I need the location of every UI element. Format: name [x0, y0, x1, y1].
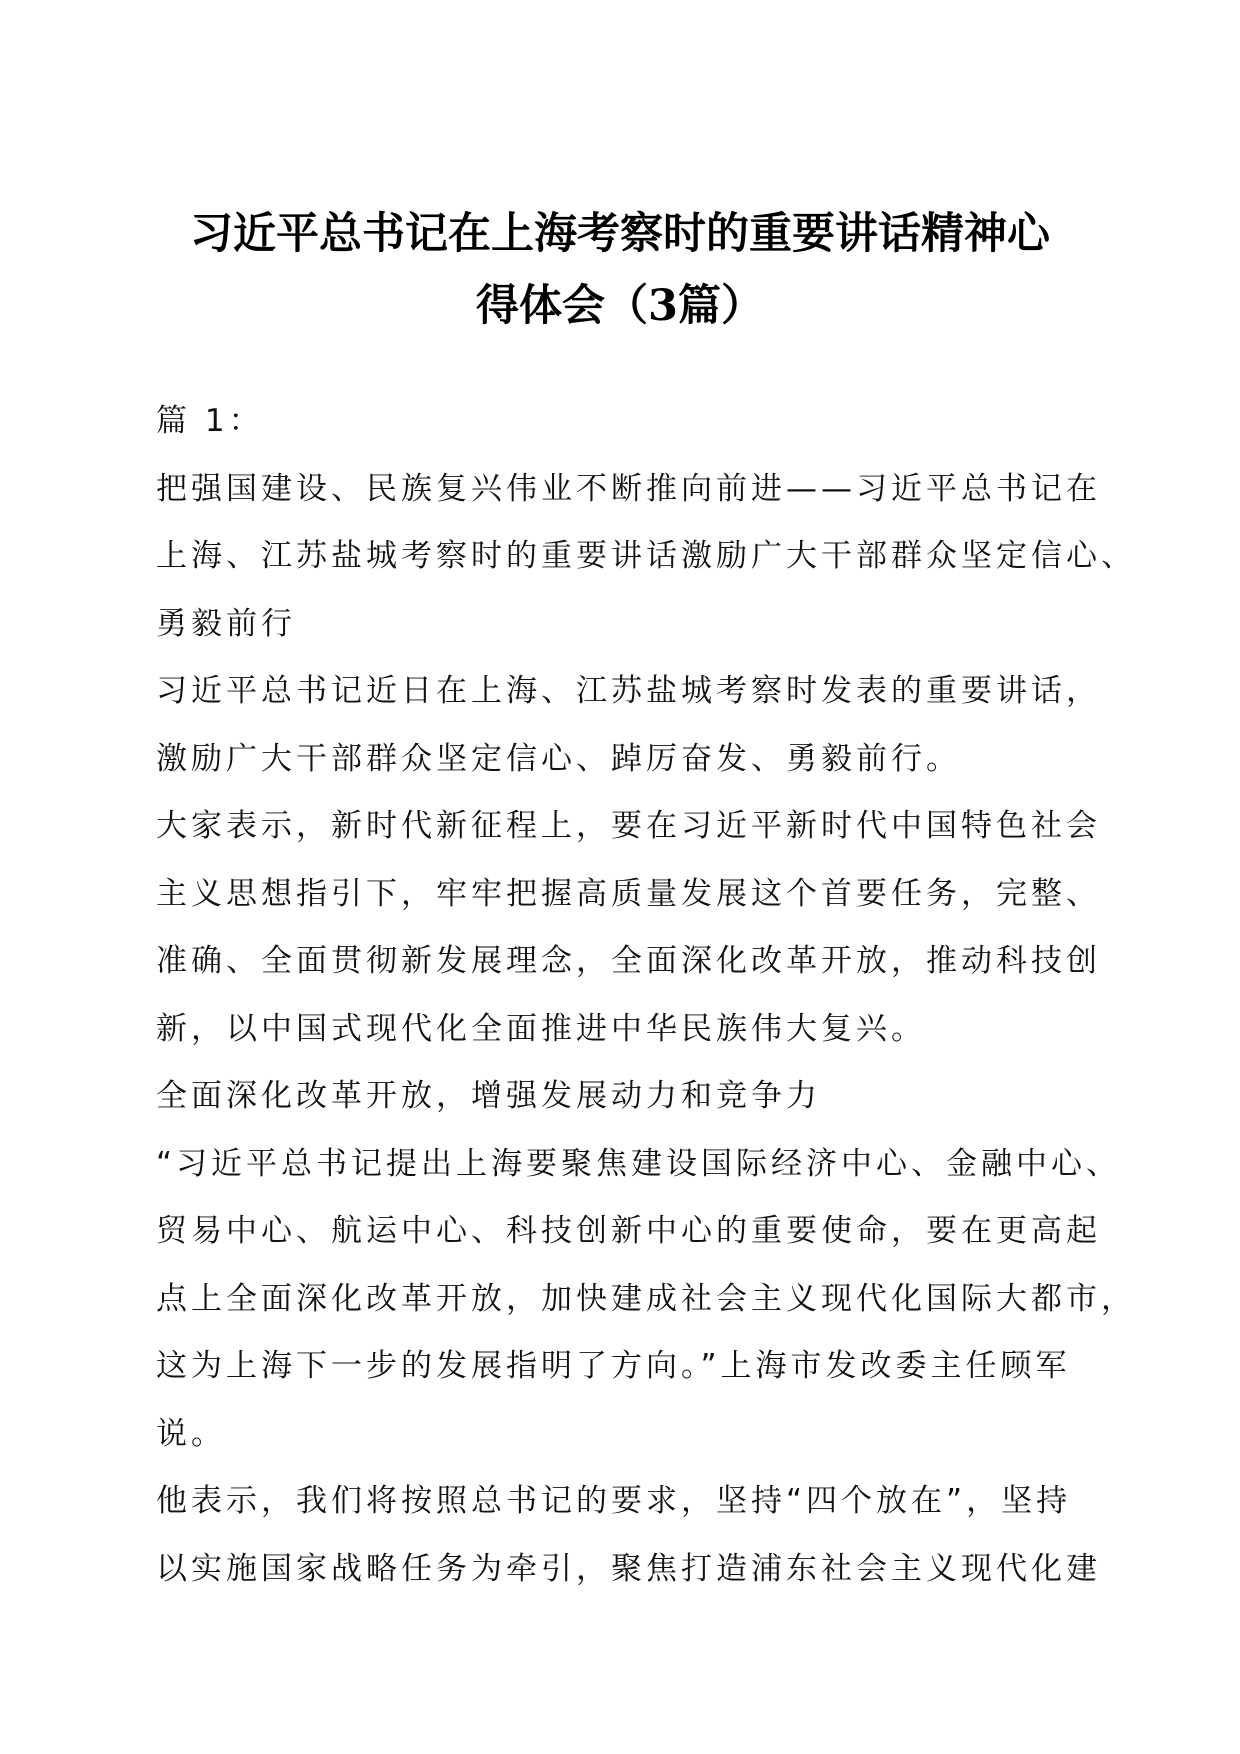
body-line: 这为上海下一步的发展指明了方向。”上海市发改委主任顾军 [156, 1348, 1071, 1384]
body-line: 大家表示，新时代新征程上，要在习近平新时代中国特色社会 [156, 808, 1101, 844]
body-line: 说。 [156, 1415, 226, 1452]
body-line: “习近平总书记提出上海要聚焦建设国际经济中心、金融中心、 [156, 1145, 1122, 1182]
body-line: 他表示，我们将按照总书记的要求，坚持“四个放在”，坚持 [156, 1483, 1072, 1519]
body-line: 勇毅前行 [156, 605, 296, 642]
body-line: 以实施国家战略任务为牵引，聚焦打造浦东社会主义现代化建 [156, 1550, 1101, 1587]
body-line: 点上全面深化改革开放，加快建成社会主义现代化国际大都市， [156, 1280, 1136, 1317]
body-line: 习近平总书记近日在上海、江苏盐城考察时发表的重要讲话， [156, 673, 1101, 709]
body-line: 新，以中国式现代化全面推进中华民族伟大复兴。 [156, 1010, 926, 1047]
body-line: 主义思想指引下，牢牢把握高质量发展这个首要任务，完整、 [156, 875, 1101, 912]
body-line: 上海、江苏盐城考察时的重要讲话激励广大干部群众坚定信心、 [156, 538, 1136, 574]
body-line: 准确、全面贯彻新发展理念，全面深化改革开放，推动科技创 [156, 943, 1101, 979]
document-title [140, 198, 1100, 342]
body-line: 激励广大干部群众坚定信心、踔厉奋发、勇毅前行。 [156, 740, 961, 777]
subheading-line: 全面深化改革开放，增强发展动力和竞争力 [156, 1078, 821, 1114]
document-body [156, 388, 1136, 1603]
title-line: 习近平总书记在上海考察时的重要讲话精神心 [190, 209, 1050, 259]
body-line: 贸易中心、航运中心、科技创新中心的重要使命，要在更高起 [156, 1213, 1101, 1249]
title-line: 得体会（3篇） [476, 281, 764, 331]
body-line: 把强国建设、民族复兴伟业不断推向前进——习近平总书记在 [156, 470, 1101, 507]
section-label: 篇 1： [156, 403, 264, 439]
